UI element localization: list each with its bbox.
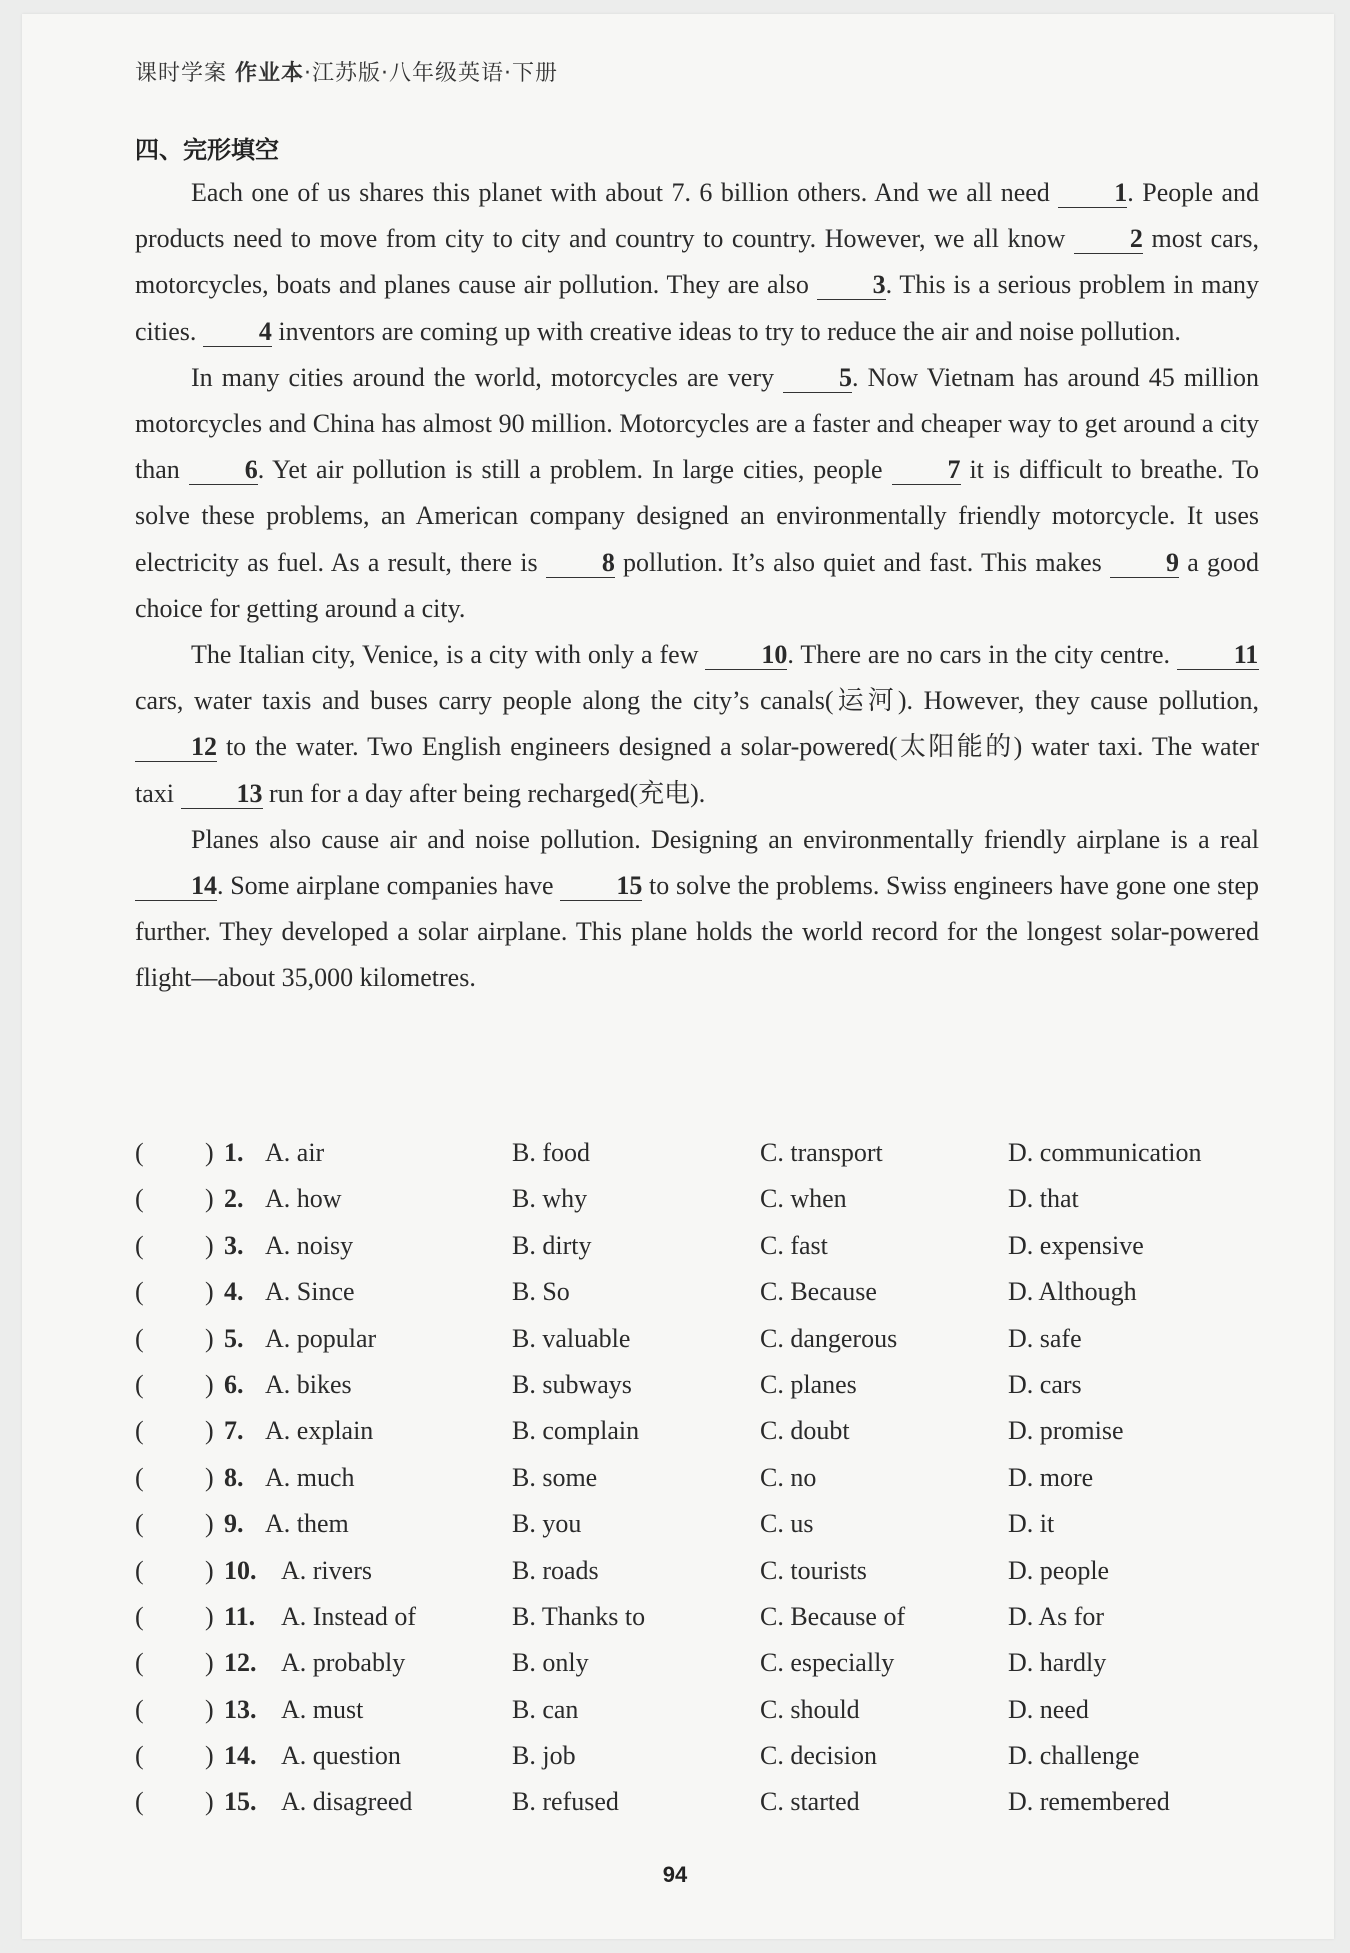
option-b: B. dirty: [512, 1230, 592, 1260]
question-number: 5.: [224, 1323, 244, 1353]
option-d: D. more: [1008, 1462, 1094, 1492]
answer-paren-close: ): [205, 1277, 214, 1307]
blank-4: 4: [203, 318, 272, 347]
passage-text: to the water. Two English engineers designed a solar-powered(太阳能的) water taxi. The water taxi: [135, 732, 1259, 808]
option-a: A. bikes: [265, 1369, 352, 1399]
passage-text: . People and products need to move from city to city and country to country. However, we all know: [135, 178, 1259, 254]
answer-paren-open[interactable]: (: [135, 1416, 144, 1446]
blank-12: 12: [135, 733, 217, 762]
header-rest: ·江苏版·八年级英语·下册: [304, 61, 559, 86]
question-number: 8.: [224, 1462, 244, 1492]
option-a: A. rivers: [281, 1555, 372, 1585]
option-c: C. tourists: [760, 1555, 867, 1585]
option-d: D. communication: [1008, 1138, 1202, 1167]
question-row: [135, 1463, 1285, 1509]
page-header: [135, 56, 558, 87]
option-a: A. popular: [265, 1323, 377, 1353]
blank-11: 11: [1177, 641, 1259, 670]
answer-paren-open[interactable]: (: [135, 1787, 144, 1817]
option-b: B. subways: [512, 1369, 632, 1399]
option-a: A. air: [265, 1138, 325, 1167]
question-number: 14.: [224, 1741, 257, 1771]
option-b: B. only: [512, 1648, 589, 1678]
option-a: A. explain: [265, 1416, 374, 1446]
answer-paren-open[interactable]: (: [135, 1462, 144, 1492]
passage-text: . Some airplane companies have: [217, 871, 561, 901]
answer-paren-close: ): [205, 1323, 214, 1353]
option-c: C. no: [760, 1462, 817, 1492]
passage-text: most cars, motorcycles, boats and planes cause air pollution. They are also: [135, 224, 1259, 300]
answer-paren-open[interactable]: (: [135, 1694, 144, 1724]
question-row: [135, 1741, 1285, 1787]
option-b: B. some: [512, 1462, 598, 1492]
passage-paragraph-1: [135, 170, 1259, 355]
option-d: D. promise: [1008, 1416, 1124, 1446]
question-row: [135, 1648, 1285, 1694]
answer-paren-close: ): [205, 1462, 214, 1492]
answer-paren-open[interactable]: (: [135, 1277, 144, 1307]
blank-10: 10: [705, 641, 787, 670]
answer-paren-open[interactable]: (: [135, 1184, 144, 1214]
option-b: B. refused: [512, 1787, 619, 1817]
section-title: 四、完形填空: [135, 136, 279, 164]
option-b: B. So: [512, 1277, 570, 1307]
blank-8: 8: [546, 549, 615, 578]
option-b: B. roads: [512, 1555, 599, 1585]
blank-1: 1: [1058, 179, 1127, 208]
passage-text: a good choice for getting around a city.: [135, 547, 1260, 623]
answer-paren-open[interactable]: (: [135, 1369, 144, 1399]
passage-paragraph-4: [135, 817, 1259, 1002]
blank-15: 15: [560, 872, 642, 901]
passage-text: . Yet air pollution is still a problem. In large cities, people: [257, 455, 892, 485]
passage-text: Each one of us shares this planet with about 7. 6 billion others. And we all need: [191, 178, 1059, 207]
option-c: C. Because of: [760, 1601, 906, 1631]
question-row: [135, 1370, 1285, 1416]
question-row: [135, 1138, 1285, 1184]
question-number: 1.: [224, 1138, 244, 1167]
passage-text: to solve the problems. Swiss engineers have gone one step further. They developed a solar airplane. This plane holds the world record for the longest solar-powered flight—about 35,000 kilometres.: [135, 871, 1259, 993]
question-number: 2.: [224, 1184, 244, 1214]
answer-paren-close: ): [205, 1509, 214, 1539]
passage-text: . There are no cars in the city centre.: [787, 640, 1177, 670]
answer-paren-open[interactable]: (: [135, 1323, 144, 1353]
option-b: B. complain: [512, 1416, 640, 1446]
option-c: C. transport: [760, 1138, 883, 1167]
answer-paren-close: ): [205, 1138, 214, 1167]
option-d: D. cars: [1008, 1369, 1082, 1399]
passage-text: it is difficult to breathe. To solve these problems, an American company designed an environmentally friendly motorcycle. It uses electricity as fuel. As a result, there is: [135, 455, 1260, 577]
question-number: 11.: [224, 1601, 256, 1631]
answer-paren-close: ): [205, 1184, 214, 1214]
question-row: [135, 1509, 1285, 1555]
answer-paren-close: ): [205, 1230, 214, 1260]
question-number: 9.: [224, 1509, 244, 1539]
option-a: A. probably: [281, 1648, 406, 1678]
cloze-passage: [135, 170, 1259, 1002]
answer-paren-close: ): [205, 1694, 214, 1724]
option-c: C. fast: [760, 1230, 828, 1260]
question-row: [135, 1695, 1285, 1741]
answer-paren-close: ): [205, 1416, 214, 1446]
option-d: D. As for: [1008, 1601, 1105, 1631]
passage-text: cars, water taxis and buses carry people along the city’s canals(运河). However, they cause pollution,: [135, 686, 1259, 716]
answer-paren-close: ): [205, 1369, 214, 1399]
question-number: 12.: [224, 1648, 257, 1678]
option-c: C. dangerous: [760, 1323, 898, 1353]
passage-paragraph-3: [135, 632, 1259, 817]
blank-5: 5: [783, 364, 852, 393]
passage-text: . Now Vietnam has around 45 million motorcycles and China has almost 90 million. Motorcycles are a faster and cheaper way to get around a city than: [135, 362, 1259, 485]
answer-paren-close: ): [205, 1741, 214, 1771]
option-a: A. disagreed: [281, 1787, 413, 1817]
option-b: B. Thanks to: [512, 1601, 646, 1631]
blank-6: 6: [189, 456, 258, 485]
option-a: A. them: [265, 1509, 349, 1539]
option-c: C. Because: [760, 1277, 877, 1307]
answer-paren-open[interactable]: (: [135, 1509, 144, 1539]
question-number: 10.: [224, 1555, 257, 1585]
answer-paren-open[interactable]: (: [135, 1555, 144, 1585]
question-row: [135, 1231, 1285, 1277]
option-b: B. job: [512, 1741, 576, 1771]
question-row: [135, 1416, 1285, 1462]
option-d: D. need: [1008, 1694, 1089, 1724]
option-c: C. started: [760, 1787, 860, 1817]
option-c: C. planes: [760, 1369, 857, 1399]
blank-14: 14: [135, 872, 217, 901]
option-d: D. hardly: [1008, 1648, 1107, 1678]
option-d: D. that: [1008, 1184, 1079, 1214]
answer-paren-close: ): [205, 1787, 214, 1817]
answer-paren-open[interactable]: (: [135, 1230, 144, 1260]
question-number: 13.: [224, 1694, 257, 1724]
question-row: [135, 1602, 1285, 1648]
question-row: [135, 1277, 1285, 1323]
question-number: 15.: [224, 1787, 257, 1817]
answer-paren-close: ): [205, 1648, 214, 1678]
passage-text: inventors are coming up with creative ideas to try to reduce the air and noise pollution.: [271, 316, 1181, 346]
answer-paren-open[interactable]: (: [135, 1601, 144, 1631]
answer-paren-close: ): [205, 1601, 214, 1631]
option-c: C. us: [760, 1509, 814, 1539]
passage-text: The Italian city, Venice, is a city with only a few: [191, 640, 706, 670]
option-d: D. Although: [1008, 1277, 1137, 1307]
blank-9: 9: [1110, 549, 1179, 578]
question-row: [135, 1324, 1285, 1370]
option-b: B. valuable: [512, 1323, 631, 1353]
passage-text: . This is a serious problem in many cities.: [135, 270, 1259, 346]
option-a: A. must: [281, 1694, 364, 1724]
option-a: A. Since: [265, 1277, 355, 1307]
question-number: 3.: [224, 1230, 244, 1260]
option-d: D. expensive: [1008, 1230, 1144, 1260]
passage-paragraph-2: [135, 355, 1259, 632]
option-b: B. you: [512, 1509, 582, 1539]
option-b: B. why: [512, 1184, 588, 1214]
option-d: D. challenge: [1008, 1741, 1140, 1771]
passage-text: In many cities around the world, motorcycles are very: [191, 362, 784, 392]
option-a: A. how: [265, 1184, 342, 1214]
header-book: 作业本: [235, 61, 305, 86]
question-row: [135, 1184, 1285, 1230]
question-row: [135, 1787, 1285, 1833]
blank-7: 7: [892, 456, 961, 485]
option-c: C. especially: [760, 1648, 895, 1678]
option-d: D. safe: [1008, 1323, 1082, 1353]
answer-paren-open[interactable]: (: [135, 1138, 144, 1167]
option-c: C. doubt: [760, 1416, 850, 1446]
passage-text: run for a day after being recharged(充电).: [262, 778, 706, 808]
answer-paren-close: ): [205, 1555, 214, 1585]
option-a: A. question: [281, 1741, 401, 1771]
option-d: D. it: [1008, 1509, 1055, 1539]
question-number: 4.: [224, 1277, 244, 1307]
blank-2: 2: [1074, 225, 1143, 254]
option-c: C. should: [760, 1694, 860, 1724]
header-series: 课时学案: [135, 61, 228, 86]
answer-paren-open[interactable]: (: [135, 1648, 144, 1678]
option-d: D. people: [1008, 1555, 1110, 1585]
question-number: 7.: [224, 1416, 244, 1446]
option-d: D. remembered: [1008, 1787, 1170, 1817]
option-a: A. Instead of: [281, 1601, 417, 1631]
answer-paren-open[interactable]: (: [135, 1741, 144, 1771]
option-c: C. decision: [760, 1741, 877, 1771]
passage-text: pollution. It’s also quiet and fast. This makes: [614, 547, 1111, 577]
option-a: A. much: [265, 1462, 355, 1492]
option-c: C. when: [760, 1184, 847, 1214]
answer-options: [135, 1138, 1285, 1834]
question-row: [135, 1556, 1285, 1602]
blank-13: 13: [181, 780, 263, 809]
option-b: B. food: [512, 1138, 590, 1167]
blank-3: 3: [817, 271, 886, 300]
passage-text: Planes also cause air and noise pollution. Designing an environmentally friendly airplane is a real: [191, 824, 1259, 854]
question-number: 6.: [224, 1369, 244, 1399]
option-a: A. noisy: [265, 1230, 354, 1260]
page-number: 94: [662, 1862, 688, 1887]
option-b: B. can: [512, 1694, 579, 1724]
